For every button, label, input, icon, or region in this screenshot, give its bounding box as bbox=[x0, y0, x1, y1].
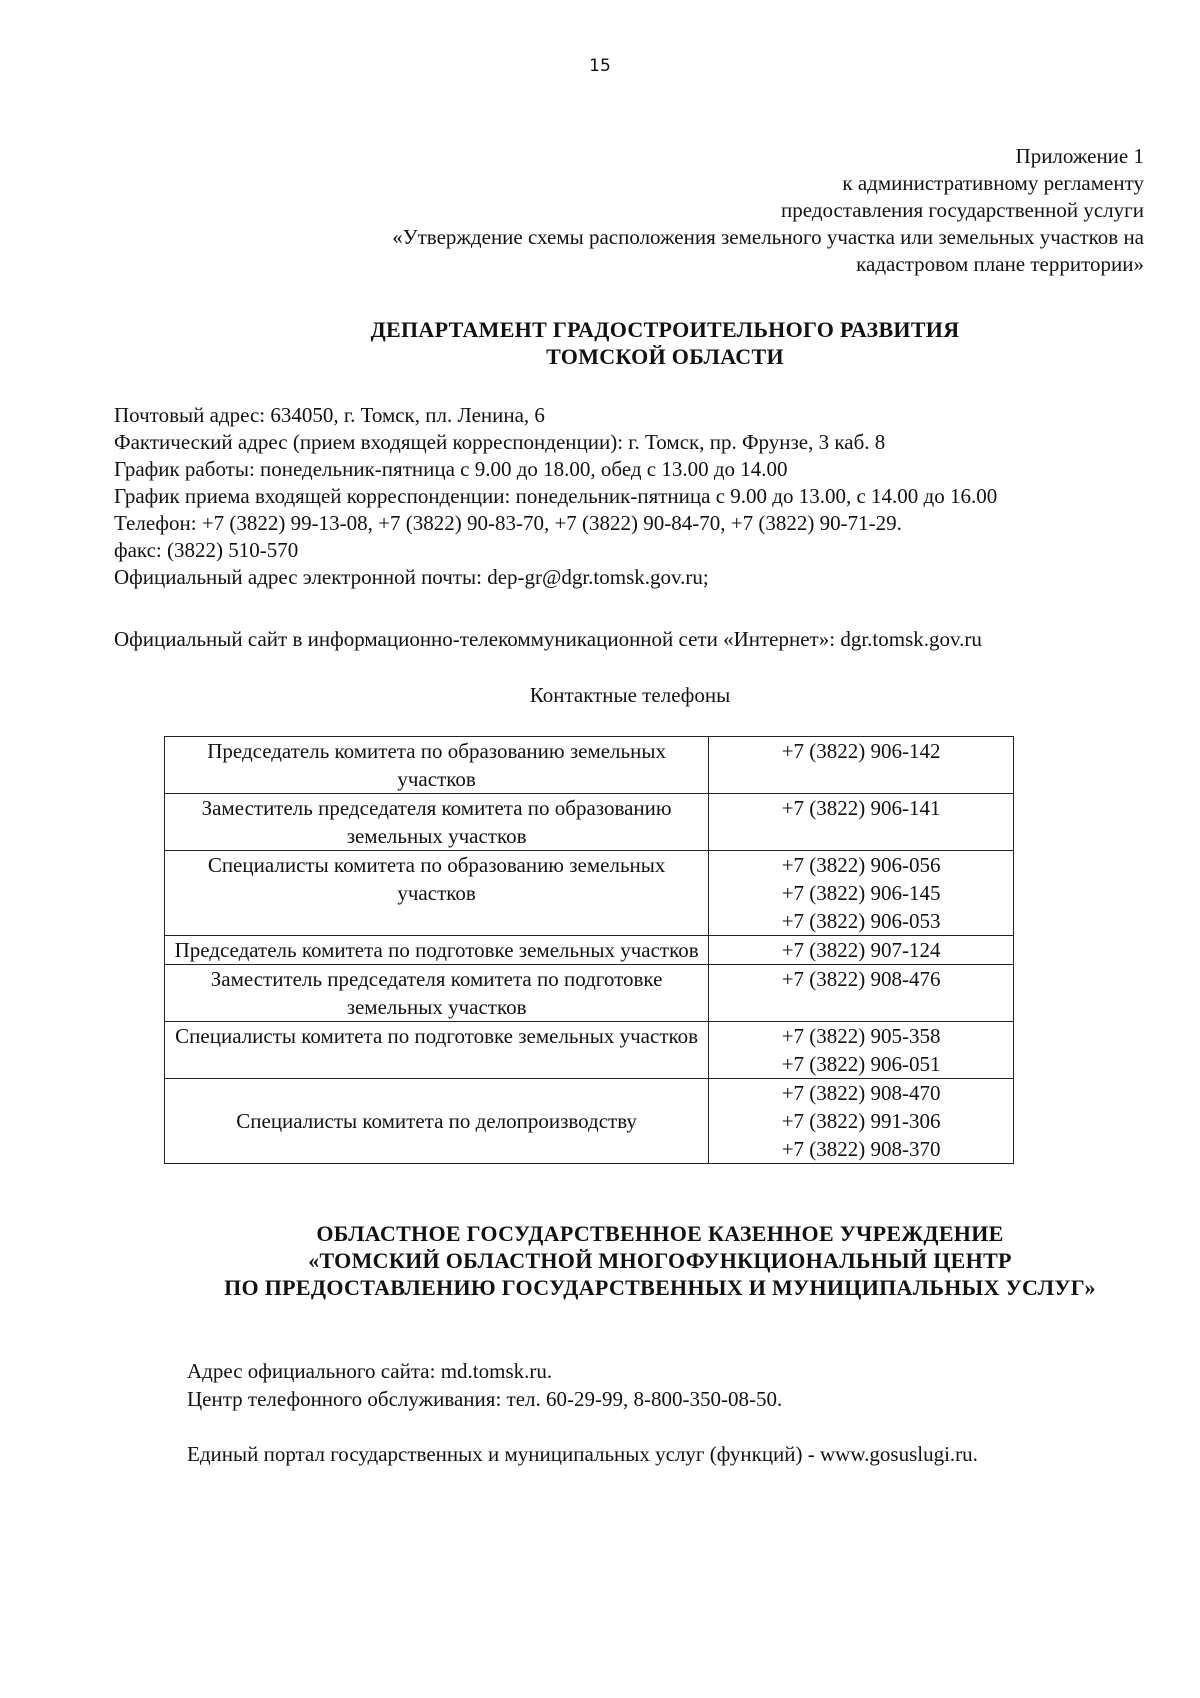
mfc-title-line: ПО ПРЕДОСТАВЛЕНИЮ ГОСУДАРСТВЕННЫХ И МУНИЦИПАЛЬНЫХ УСЛУГ» bbox=[224, 1275, 1096, 1300]
appendix-line: предоставления государственной услуги bbox=[781, 198, 1144, 222]
phone-number: +7 (3822) 906-053 bbox=[781, 909, 941, 933]
table-row bbox=[165, 1022, 1014, 1079]
role-cell: Председатель комитета по подготовке земельных участков bbox=[165, 936, 709, 965]
mfc-phone: Центр телефонного обслуживания: тел. 60-29-99, 8-800-350-08-50. bbox=[187, 1387, 783, 1411]
appendix-line: «Утверждение схемы расположения земельного участка или земельных участков на bbox=[392, 225, 1144, 249]
department-title-line: ДЕПАРТАМЕНТ ГРАДОСТРОИТЕЛЬНОГО РАЗВИТИЯ bbox=[370, 317, 960, 342]
actual-address: Фактический адрес (прием входящей корреспонденции): г. Томск, пр. Фрунзе, 3 каб. 8 bbox=[114, 430, 886, 454]
role-cell: Заместитель председателя комитета по подготовке земельных участков bbox=[165, 965, 709, 1022]
phones-cell bbox=[709, 737, 1014, 794]
appendix-line: кадастровом плане территории» bbox=[856, 252, 1144, 276]
table-row bbox=[165, 851, 1014, 936]
gosuslugi-portal: Единый портал государственных и муниципальных услуг (функций) - www.gosuslugi.ru. bbox=[187, 1442, 978, 1466]
department-title-line: ТОМСКОЙ ОБЛАСТИ bbox=[546, 344, 784, 369]
postal-address: Почтовый адрес: 634050, г. Томск, пл. Ленина, 6 bbox=[114, 403, 545, 427]
role-cell: Заместитель председателя комитета по образованию земельных участков bbox=[165, 794, 709, 851]
department-website: Официальный сайт в информационно-телекоммуникационной сети «Интернет»: dgr.tomsk.gov.ru bbox=[114, 627, 982, 651]
phone-number: +7 (3822) 906-142 bbox=[781, 739, 941, 763]
phone-number: +7 (3822) 905-358 bbox=[781, 1024, 941, 1048]
phone-number: +7 (3822) 908-476 bbox=[781, 967, 941, 991]
fax-line: факс: (3822) 510-570 bbox=[114, 538, 299, 562]
table-row bbox=[165, 1079, 1014, 1164]
phone-line: Телефон: +7 (3822) 99-13-08, +7 (3822) 90-83-70, +7 (3822) 90-84-70, +7 (3822) 90-71-29. bbox=[114, 511, 902, 535]
appendix-header bbox=[244, 143, 1144, 278]
table-row bbox=[165, 794, 1014, 851]
mfc-info bbox=[187, 1357, 1147, 1413]
role-cell: Специалисты комитета по образованию земельных участков bbox=[165, 851, 709, 936]
role-cell: Специалисты комитета по делопроизводству bbox=[165, 1079, 709, 1164]
department-title bbox=[120, 316, 1200, 370]
appendix-line: Приложение 1 bbox=[1015, 144, 1144, 168]
phones-cell bbox=[709, 1079, 1014, 1164]
table-caption: Контактные телефоны bbox=[529, 683, 731, 707]
phones-cell bbox=[709, 936, 1014, 965]
phones-cell bbox=[709, 794, 1014, 851]
phone-number: +7 (3822) 906-056 bbox=[781, 853, 941, 877]
phone-number: +7 (3822) 906-141 bbox=[781, 796, 941, 820]
mfc-title-line: ОБЛАСТНОЕ ГОСУДАРСТВЕННОЕ КАЗЕННОЕ УЧРЕЖДЕНИЕ bbox=[316, 1221, 1004, 1246]
correspondence-schedule: График приема входящей корреспонденции: понедельник-пятница с 9.00 до 13.00, с 14.00 до 16.00 bbox=[114, 484, 998, 508]
phones-cell bbox=[709, 965, 1014, 1022]
email-line: Официальный адрес электронной почты: dep-gr@dgr.tomsk.gov.ru; bbox=[114, 565, 709, 589]
phones-cell bbox=[709, 1022, 1014, 1079]
page-number: 15 bbox=[589, 56, 611, 76]
work-schedule: График работы: понедельник-пятница с 9.00 до 18.00, обед с 13.00 до 14.00 bbox=[114, 457, 788, 481]
phone-number: +7 (3822) 908-370 bbox=[781, 1137, 941, 1161]
mfc-website: Адрес официального сайта: md.tomsk.ru. bbox=[187, 1359, 553, 1383]
phone-number: +7 (3822) 906-145 bbox=[781, 881, 941, 905]
department-info bbox=[114, 402, 1174, 591]
role-cell: Председатель комитета по образованию земельных участков bbox=[165, 737, 709, 794]
contacts-table bbox=[164, 736, 1014, 1164]
phone-number: +7 (3822) 908-470 bbox=[781, 1081, 941, 1105]
mfc-title-line: «ТОМСКИЙ ОБЛАСТНОЙ МНОГОФУНКЦИОНАЛЬНЫЙ ЦЕНТР bbox=[308, 1248, 1012, 1273]
table-row bbox=[165, 936, 1014, 965]
phone-number: +7 (3822) 907-124 bbox=[781, 938, 941, 962]
table-row bbox=[165, 965, 1014, 1022]
role-cell: Специалисты комитета по подготовке земельных участков bbox=[165, 1022, 709, 1079]
phones-cell bbox=[709, 851, 1014, 936]
phone-number: +7 (3822) 906-051 bbox=[781, 1052, 941, 1076]
phone-number: +7 (3822) 991-306 bbox=[781, 1109, 941, 1133]
mfc-title bbox=[0, 1220, 1200, 1301]
appendix-line: к административному регламенту bbox=[842, 171, 1144, 195]
table-row bbox=[165, 737, 1014, 794]
